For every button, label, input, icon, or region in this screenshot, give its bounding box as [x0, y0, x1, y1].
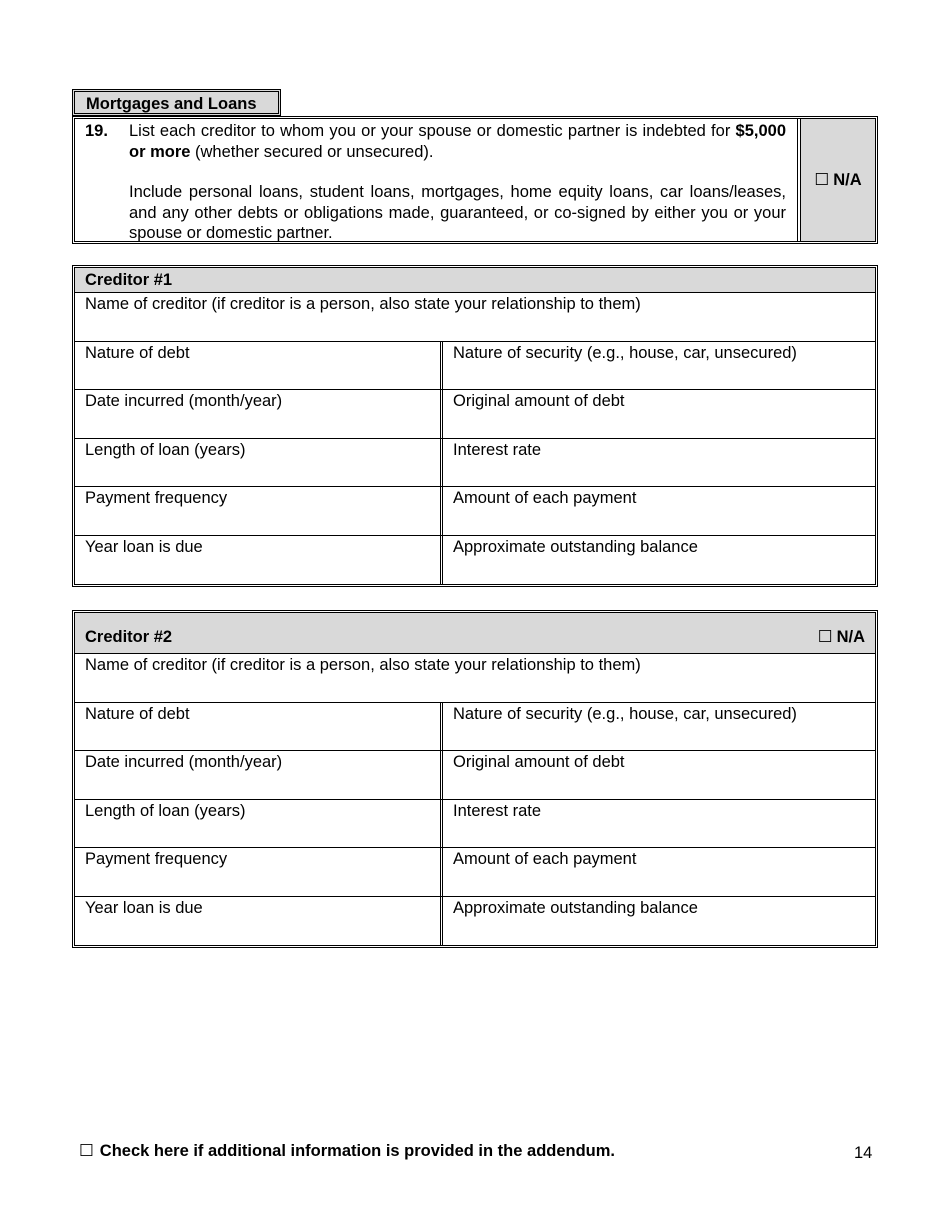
field-label: Interest rate	[453, 801, 542, 820]
table-row	[75, 703, 875, 752]
creditor-name-label: Name of creditor (if creditor is a person, also state your relationship to them)	[85, 656, 641, 674]
creditor-1-table	[72, 265, 878, 587]
question-text-cell	[75, 119, 798, 241]
field-label: Date incurred (month/year)	[85, 753, 283, 771]
year-due-field[interactable]	[75, 897, 443, 946]
table-row	[75, 342, 875, 391]
creditor-2-title: Creditor #2	[85, 628, 173, 646]
loan-length-field[interactable]	[75, 800, 443, 848]
addendum-checkbox-line[interactable]	[79, 1141, 615, 1161]
table-row	[75, 897, 875, 946]
checkbox-icon[interactable]: ☐	[817, 628, 833, 646]
addendum-label: Check here if additional information is provided in the addendum.	[99, 1142, 616, 1160]
nature-of-debt-field[interactable]	[75, 342, 443, 390]
question-paragraph-2: Include personal loans, student loans, mortgages, home equity loans, car loans/leases, and any other debts or obligations made, guaranteed, or co-signed by either you or your spouse or domestic partner.	[129, 183, 786, 242]
checkbox-icon[interactable]: ☐	[814, 171, 830, 189]
payment-frequency-field[interactable]	[75, 848, 443, 896]
field-label: Amount of each payment	[453, 489, 637, 507]
na-label: N/A	[836, 628, 865, 646]
nature-of-debt-field[interactable]	[75, 703, 443, 751]
field-label: Original amount of debt	[453, 753, 625, 771]
payment-amount-field[interactable]	[443, 848, 875, 896]
question-na-checkbox[interactable]	[800, 119, 875, 241]
field-label: Interest rate	[453, 440, 542, 459]
original-amount-field[interactable]	[443, 390, 875, 438]
original-amount-field[interactable]	[443, 751, 875, 799]
question-line1-pre: List each creditor to whom you or your spouse or domestic partner is indebted for	[129, 122, 736, 140]
question-19-box	[72, 116, 878, 244]
field-label: Length of loan (years)	[85, 801, 246, 820]
question-number: 19.	[85, 122, 108, 140]
creditor-2-name-field[interactable]	[75, 654, 875, 703]
field-label: Nature of security (e.g., house, car, unsecured)	[453, 704, 797, 723]
question-line1-post: (whether secured or unsecured).	[190, 142, 434, 161]
table-row	[75, 751, 875, 800]
outstanding-balance-field[interactable]	[443, 536, 875, 585]
date-incurred-field[interactable]	[75, 751, 443, 799]
creditor-2-header	[75, 613, 875, 654]
field-label: Payment frequency	[85, 489, 228, 507]
table-row	[75, 848, 875, 897]
outstanding-balance-field[interactable]	[443, 897, 875, 946]
table-row	[75, 487, 875, 536]
field-label: Payment frequency	[85, 850, 228, 868]
na-label: N/A	[833, 170, 862, 189]
field-label: Year loan is due	[85, 537, 203, 556]
field-label: Length of loan (years)	[85, 440, 246, 459]
table-row	[75, 439, 875, 488]
loan-length-field[interactable]	[75, 439, 443, 487]
field-label: Approximate outstanding balance	[453, 537, 698, 556]
creditor-2-table	[72, 610, 878, 948]
creditor-2-na-checkbox[interactable]	[818, 627, 865, 647]
question-line1-bold: $5,000 or more	[129, 122, 786, 161]
field-label: Nature of security (e.g., house, car, unsecured)	[453, 343, 797, 362]
field-label: Original amount of debt	[453, 392, 625, 410]
date-incurred-field[interactable]	[75, 390, 443, 438]
creditor-1-header	[75, 268, 875, 293]
question-paragraph-1	[129, 121, 786, 162]
checkbox-icon[interactable]: ☐	[79, 1142, 94, 1160]
payment-frequency-field[interactable]	[75, 487, 443, 535]
table-row	[75, 390, 875, 439]
interest-rate-field[interactable]	[443, 439, 875, 487]
creditor-1-title: Creditor #1	[85, 271, 173, 289]
creditor-1-name-field[interactable]	[75, 293, 875, 342]
page-number: 14	[854, 1144, 873, 1162]
field-label: Nature of debt	[85, 704, 190, 723]
table-row	[75, 800, 875, 849]
nature-of-security-field[interactable]	[443, 703, 875, 751]
year-due-field[interactable]	[75, 536, 443, 585]
interest-rate-field[interactable]	[443, 800, 875, 848]
field-label: Date incurred (month/year)	[85, 392, 283, 410]
field-label: Approximate outstanding balance	[453, 898, 698, 917]
nature-of-security-field[interactable]	[443, 342, 875, 390]
field-label: Amount of each payment	[453, 850, 637, 868]
payment-amount-field[interactable]	[443, 487, 875, 535]
table-row	[75, 536, 875, 585]
creditor-name-label: Name of creditor (if creditor is a person, also state your relationship to them)	[85, 295, 641, 313]
question-body	[129, 121, 786, 244]
field-label: Year loan is due	[85, 898, 203, 917]
field-label: Nature of debt	[85, 343, 190, 362]
section-title: Mortgages and Loans	[72, 89, 281, 116]
